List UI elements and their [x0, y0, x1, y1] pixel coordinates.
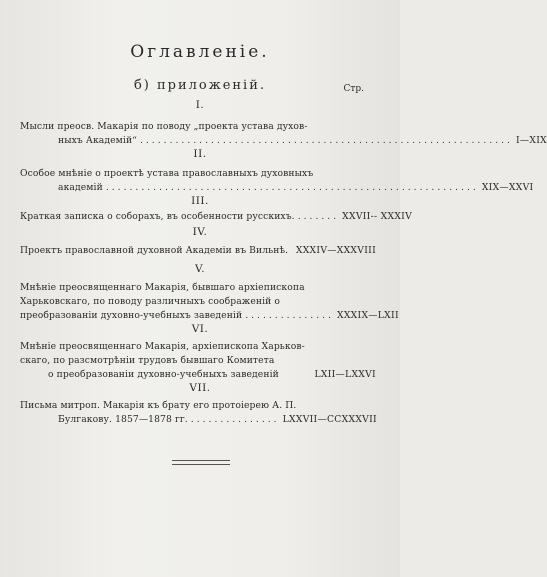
entry-text: Краткая записка о соборахъ, въ особенности русскихъ.	[20, 211, 295, 222]
section-numeral: VII.	[189, 382, 211, 394]
section-numeral: II.	[193, 148, 207, 160]
entry-text: Харьковскаго, по поводу различныхъ соображенiй о	[20, 296, 281, 307]
entry-text: Особое мнѣнiе о проектѣ устава православныхъ духовныхъ	[20, 168, 314, 179]
section-numeral: I.	[195, 99, 205, 111]
entry-text: Булгакову. 1857—1878 гг.	[58, 414, 188, 425]
toc-entry	[20, 244, 376, 258]
leader-dots: ...............	[245, 310, 334, 321]
leader-dots: ...............................................................	[105, 182, 479, 193]
entry-text: Проектъ православной духовной Академiи въ Вильнѣ.	[20, 245, 289, 256]
section-numeral: V.	[194, 263, 206, 275]
entry-text: Мнѣнiе преосвященнаго Макарiя, бывшаго архiепископа	[20, 282, 305, 293]
entry-pages: LXXVII—CCXXXVII	[282, 414, 377, 425]
toc-entry	[20, 167, 534, 195]
toc-entry	[20, 340, 376, 382]
page-title: Оглавленiе.	[130, 42, 270, 62]
section-numeral: III.	[191, 195, 209, 207]
section-numeral: IV.	[192, 226, 208, 238]
toc-entry	[20, 210, 413, 224]
leader-dots: ...............................................................	[139, 135, 513, 146]
entry-text: академiй	[58, 182, 103, 193]
leader-dots: .......	[297, 211, 340, 222]
entry-text: Мысли преосв. Макарiя по поводу „проекта устава духов-	[20, 121, 308, 132]
section-numeral: VI.	[191, 323, 209, 335]
entry-text: Письма митроп. Макарiя къ брату его протоiерею А. П.	[20, 400, 297, 411]
entry-pages: XXVII-- XXXIV	[342, 211, 413, 222]
entry-pages: XXXIV—XXXVIII	[295, 245, 376, 256]
entry-text: скаго, по разсмотрѣнiи трудовъ бывшаго Комитета	[20, 355, 275, 366]
entry-pages: LXII—LXXVI	[314, 369, 376, 380]
entry-text: о преобразованiи духовно-учебныхъ заведенiй	[48, 369, 279, 380]
entry-pages: I—XIX	[515, 135, 547, 146]
entry-text: Мнѣнiе преосвященнаго Макарiя, архiепископа Харьков-	[20, 341, 305, 352]
toc-entry	[20, 120, 547, 148]
entry-text: ныхъ Академiй“	[58, 135, 137, 146]
entry-pages: XXXIX—LXII	[337, 310, 399, 321]
page-subtitle: б) приложенiй.	[133, 78, 267, 93]
entry-pages: XIX—XXVI	[481, 182, 534, 193]
toc-entry	[20, 399, 376, 427]
entry-text: преобразованiи духовно-учебныхъ заведенiй	[20, 310, 243, 321]
toc-entry	[20, 281, 399, 323]
leader-dots: ...............	[190, 414, 280, 425]
page-column-label: Стр.	[343, 84, 364, 94]
closing-rule	[172, 460, 230, 465]
